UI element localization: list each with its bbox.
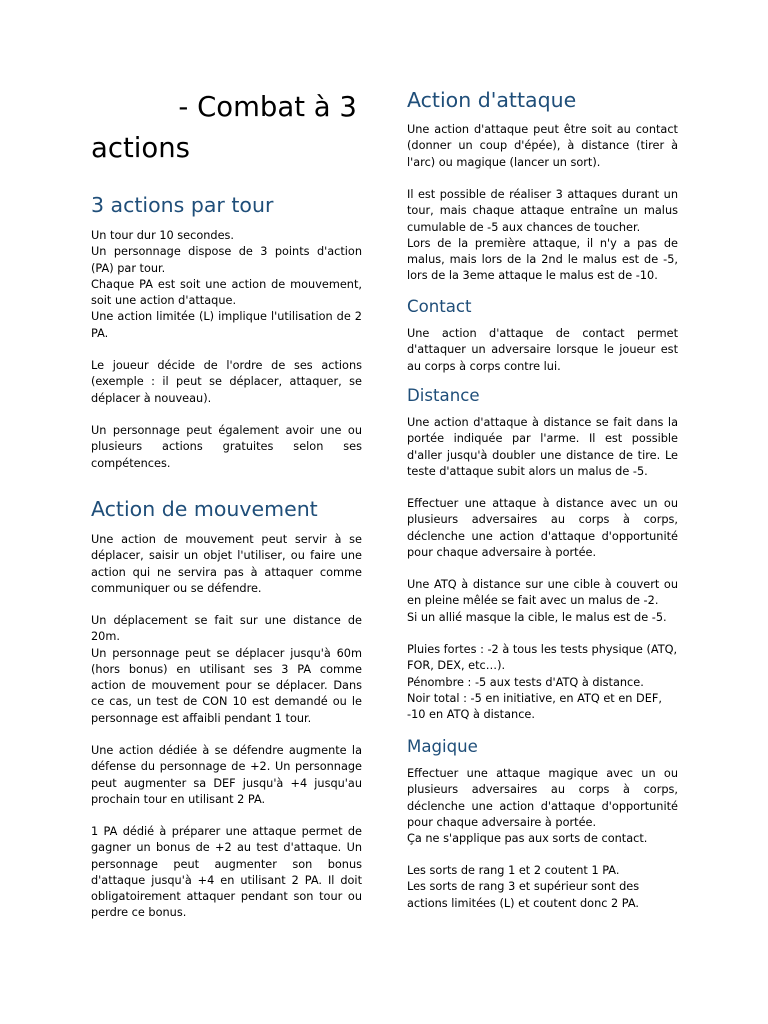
paragraph-magique-opportunite: Effectuer une attaque magique avec un ou plusieurs adversaires au corps à corps, déclenche une action d'attaque d'opportunité pour chaque adversaire à portée. Ça ne s'applique pas aux sorts de contact. (407, 767, 678, 846)
paragraph-actions-intro: Un tour dur 10 secondes. Un personnage dispose de 3 points d'action (PA) par tour. Chaque PA est soit une action de mouvement, soit une action d'attaque. Une action limitée (L) implique l'utilisation de 2 PA. (91, 229, 362, 340)
page-title: - Combat à 3 actions (91, 91, 357, 164)
heading-3-actions-par-tour: 3 actions par tour (91, 193, 274, 217)
heading-action-de-mouvement: Action de mouvement (91, 497, 318, 521)
paragraph-distance-opportunite: Effectuer une attaque à distance avec un ou plusieurs adversaires au corps à corps, déclenche une action d'attaque d'opportunité pour chaque adversaire à portée. (407, 497, 678, 559)
paragraph-actions-order: Le joueur décide de l'ordre de ses actions (exemple : il peut se déplacer, attaquer, se déplacer à nouveau). (91, 359, 362, 405)
heading-distance: Distance (407, 386, 480, 405)
paragraph-distance-couvert: Une ATQ à distance sur une cible à couvert ou en pleine mêlée se fait avec un malus de -2. Si un allié masque la cible, le malus est de -5. (407, 578, 678, 624)
paragraph-magique-cout: Les sorts de rang 1 et 2 coutent 1 PA. Les sorts de rang 3 et supérieur sont des actions limitées (L) et coutent donc 2 PA. (407, 864, 640, 910)
heading-magique: Magique (407, 737, 478, 756)
paragraph-distance-portee: Une action d'attaque à distance se fait dans la portée indiquée par l'arme. Il est possible d'aller jusqu'à doubler une distance de tire. Le teste d'attaque subit alors un malus de -5. (407, 416, 678, 478)
paragraph-contact: Une action d'attaque de contact permet d'attaquer un adversaire lorsque le joueur est au corps à corps contre lui. (407, 327, 678, 373)
paragraph-mouvement-definition: Une action de mouvement peut servir à se déplacer, saisir un objet l'utiliser, ou faire une action qui ne servira pas à attaquer comme communiquer ou se défendre. (91, 533, 362, 595)
paragraph-attaque-malus: Il est possible de réaliser 3 attaques durant un tour, mais chaque attaque entraîne un malus cumulable de -5 aux chances de toucher. Lors de la première attaque, il n'y a pas de malus, mais lors de la 2nd le malus est de -5, lors de la 3eme attaque le malus est de -10. (407, 188, 678, 283)
paragraph-actions-free: Un personnage peut également avoir une ou plusieurs actions gratuites selon ses compétences. (91, 424, 362, 470)
heading-contact: Contact (407, 297, 472, 316)
paragraph-mouvement-preparation: 1 PA dédié à préparer une attaque permet de gagner un bonus de +2 au test d'attaque. Un personnage peut augmenter son bonus d'attaque jusqu'à +4 en utilisant 2 PA. Il doit obligatoirement attaquer pendant son tour ou perdre ce bonus. (91, 825, 362, 920)
paragraph-mouvement-distance: Un déplacement se fait sur une distance de 20m. Un personnage peut se déplacer jusqu'à 60m (hors bonus) en utilisant ses 3 PA comme action de mouvement pour se déplacer. Dans ce cas, un test de CON 10 est demandé ou le personnage est affaibli pendant 1 tour. (91, 614, 362, 725)
paragraph-distance-conditions: Pluies fortes : -2 à tous les tests physique (ATQ, FOR, DEX, etc…). Pénombre : -5 aux tests d'ATQ à distance. Noir total : -5 en initiative, en ATQ et en DEF, -10 en ATQ à distance. (407, 643, 678, 722)
paragraph-mouvement-defense: Une action dédiée à se défendre augmente la défense du personnage de +2. Un personnage peut augmenter sa DEF jusqu'à +4 jusqu'au prochain tour en utilisant 2 PA. (91, 744, 362, 806)
heading-action-d-attaque: Action d'attaque (407, 88, 577, 112)
paragraph-attaque-types: Une action d'attaque peut être soit au contact (donner un coup d'épée), à distance (tirer à l'arc) ou magique (lancer un sort). (407, 123, 678, 169)
